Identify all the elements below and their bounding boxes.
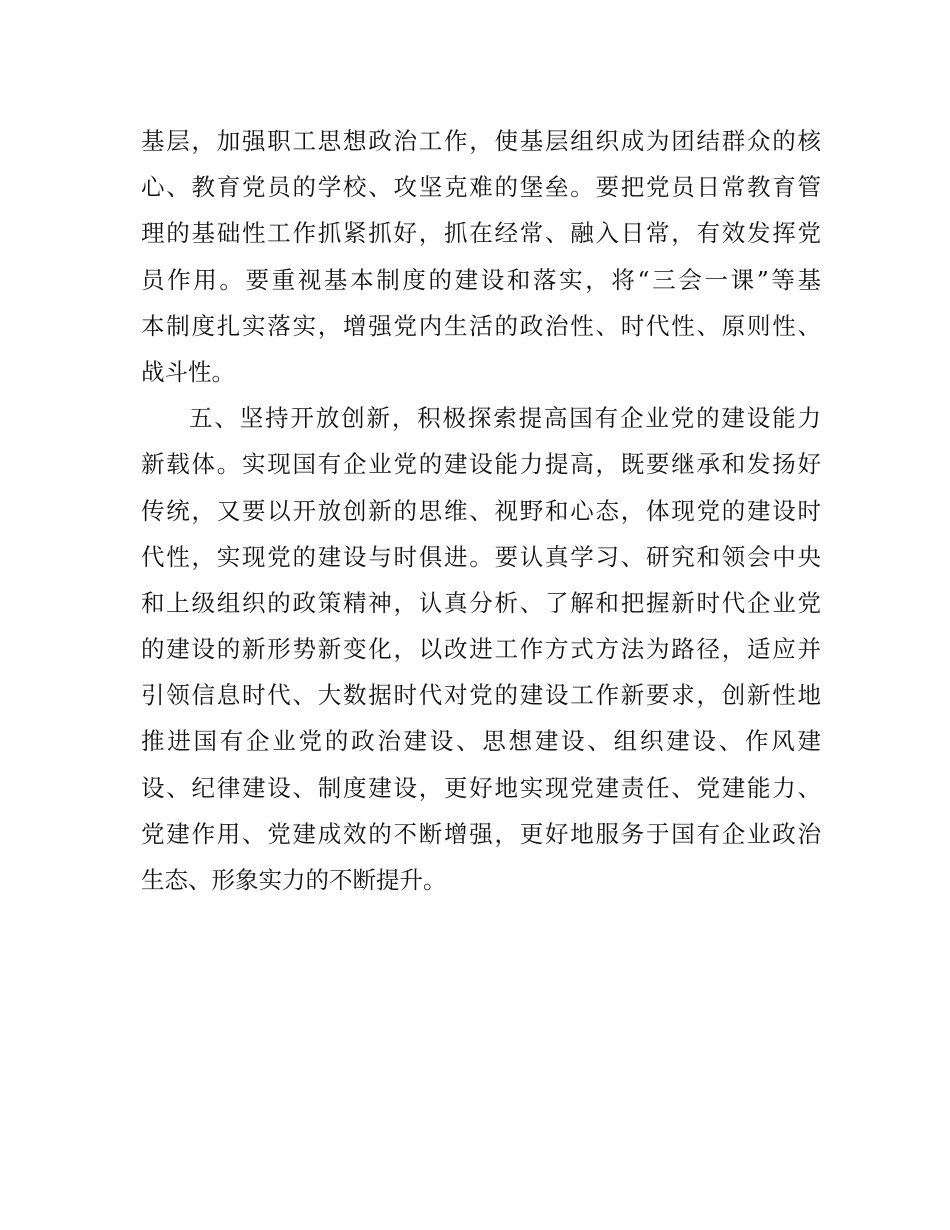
- text-line: 和上级组织的政策精神，认真分析、了解和把握新时代企业党: [141, 588, 821, 617]
- text-line: 心、教育党员的学校、攻坚克难的堡垒。要把党员日常教育管: [141, 173, 821, 202]
- paragraph-2: [141, 395, 821, 903]
- text-line: 生态、形象实力的不断提升。: [141, 866, 447, 894]
- text-line: 本制度扎实落实，增强党内生活的政治性、时代性、原则性、: [141, 311, 821, 340]
- text-line: 党建作用、党建成效的不断增强，更好地服务于国有企业政治: [141, 819, 821, 848]
- text-line: 的建设的新形势新变化，以改进工作方式方法为路径，适应并: [141, 635, 821, 664]
- text-line: 员作用。要重视基本制度的建设和落实，将“三会一课”等基: [141, 265, 821, 294]
- text-line: 代性，实现党的建设与时俱进。要认真学习、研究和领会中央: [141, 542, 821, 571]
- text-line: 设、纪律建设、制度建设，更好地实现党建责任、党建能力、: [141, 773, 821, 802]
- text-line: 传统，又要以开放创新的思维、视野和心态，体现党的建设时: [141, 496, 821, 525]
- text-line: 新载体。实现国有企业党的建设能力提高，既要继承和发扬好: [141, 450, 821, 479]
- paragraph-1: [141, 118, 821, 395]
- text-line: 推进国有企业党的政治建设、思想建设、组织建设、作风建: [141, 727, 821, 756]
- text-line: 理的基础性工作抓紧抓好，抓在经常、融入日常，有效发挥党: [141, 219, 821, 248]
- document-body: [141, 118, 821, 903]
- text-line: 五、坚持开放创新，积极探索提高国有企业党的建设能力: [189, 404, 821, 433]
- text-line: 基层，加强职工思想政治工作，使基层组织成为团结群众的核: [141, 127, 821, 155]
- text-line: 战斗性。: [141, 357, 235, 386]
- text-line: 引领信息时代、大数据时代对党的建设工作新要求，创新性地: [141, 681, 821, 710]
